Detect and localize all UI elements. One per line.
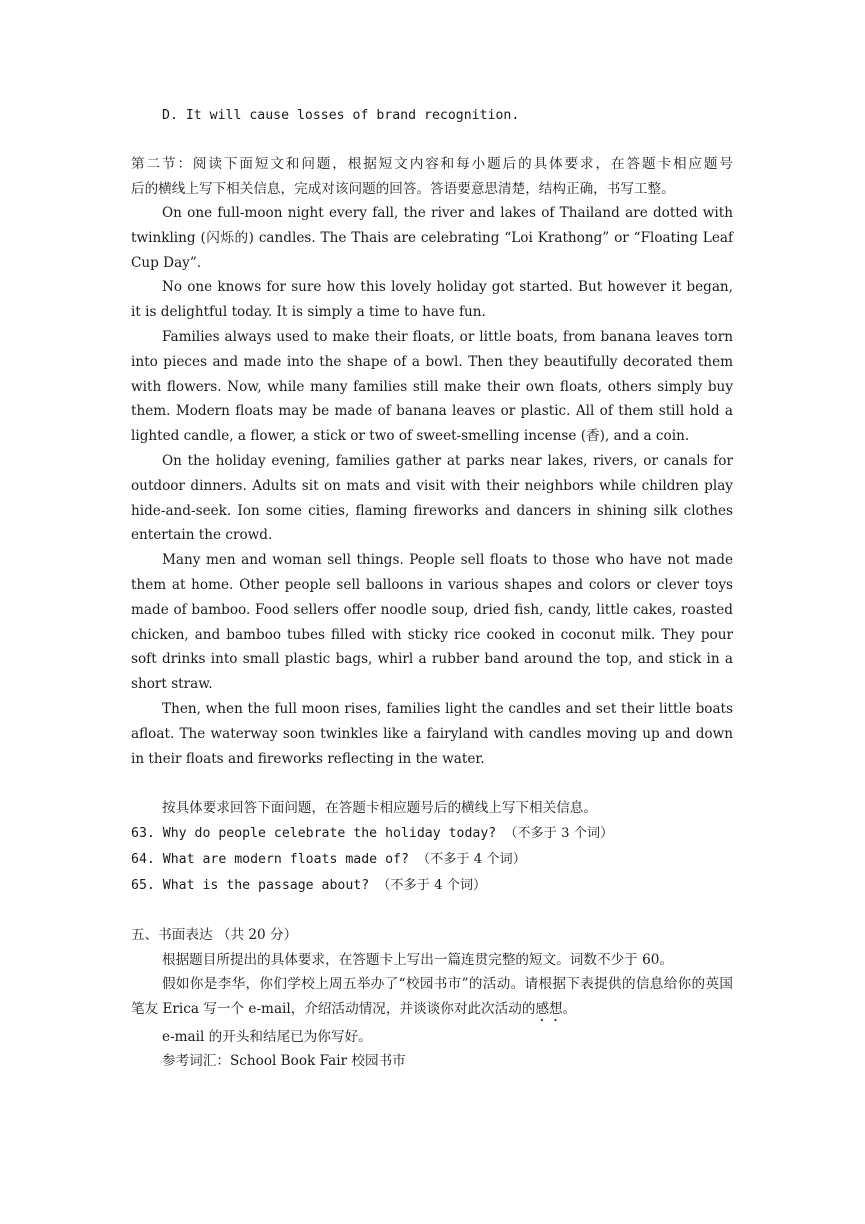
writing-requirement: 根据题目所提出的具体要求，在答题卡上写出一篇连贯完整的短文。词数不少于 60。 — [162, 951, 673, 968]
section2-instruction-line1: 第二节：阅读下面短文和问题，根据短文内容和每小题后的具体要求，在答题卡相应题号 — [131, 156, 733, 172]
question-64-limit: （不多于 4 个词） — [416, 852, 526, 868]
passage-paragraph-2: No one knows for sure how this lovely holiday got started. But however it began, it is delightful today. It is simply a time to have fun. — [131, 279, 733, 321]
question-63 — [131, 821, 733, 847]
question-63-limit: （不多于 3 个词） — [504, 826, 614, 842]
writing-prompt — [131, 972, 733, 1025]
question-65-text: 65. What is the passage about? — [131, 878, 370, 894]
passage-paragraph-6: Then, when the full moon rises, families light the candles and set their little boats afloat. The waterway soon twinkles like a fairyland with candles moving up and down in their floats and fireworks reflecting in the water. — [131, 700, 733, 767]
question-64 — [131, 847, 733, 873]
writing-prompt-text: 假如你是李华，你们学校上周五举办了“校园书市”的活动。请根据下表提供的信息给你的英国笔友 Erica 写一个 e-mail，介绍活动情况，并谈谈你对此次活动的 — [131, 976, 733, 1017]
question-63-text: 63. Why do people celebrate the holiday today? — [131, 826, 497, 842]
vocab-hint: 参考词汇：School Book Fair 校园书市 — [162, 1053, 406, 1070]
option-d: D. It will cause losses of brand recognition. — [162, 108, 520, 123]
spacer — [131, 771, 733, 795]
question-65-limit: （不多于 4 个词） — [377, 878, 487, 894]
writing-prompt-emphasis: 感想 — [535, 1000, 563, 1017]
writing-prompt-end: 。 — [562, 1000, 577, 1017]
email-note: e-mail 的开头和结尾已为你写好。 — [162, 1028, 372, 1045]
passage-paragraph-1: On one full-moon night every fall, the river and lakes of Thailand are dotted with twinkling (闪烁的) candles. The Thais are celebrating “Loi Krathong” or “Floating Leaf Cup Day”. — [131, 205, 733, 271]
question-65 — [131, 873, 733, 899]
writing-heading: 五、书面表达 （共 20 分） — [131, 927, 298, 944]
passage-paragraph-5: Many men and woman sell things. People sell floats to those who have not made them at home. Other people sell balloons in various shapes and colors or clever toys made of bamboo. Food sellers offer noodle soup, dried fish, candy, little cakes, roasted chicken, and bamboo tubes filled with sticky rice cooked in coconut milk. They pour soft drinks into small plastic bags, whirl a rubber band around the top, and stick in a short straw. — [131, 552, 733, 693]
passage-paragraph-3: Families always used to make their floats, or little boats, from banana leaves torn into pieces and made into the shape of a bowl. Then they beautifully decorated them with flowers. Now, while many families still make their own floats, others simply buy them. Modern floats may be made of banana leaves or plastic. All of them still hold a lighted candle, a flower, a stick or two of sweet-smelling incense (香), and a coin. — [131, 328, 733, 445]
passage-paragraph-4: On the holiday evening, families gather at parks near lakes, rivers, or canals for outdoor dinners. Adults sit on mats and visit with their neighbors while children play hide-and-seek. Ion some cities, flaming fireworks and dancers in shining silk clothes entertain the crowd. — [131, 452, 733, 544]
question-64-text: 64. What are modern floats made of? — [131, 852, 409, 868]
exam-page — [131, 104, 733, 1074]
section2-instruction-line2: 后的横线上写下相关信息，完成对该问题的回答。答语要意思清楚，结构正确，书写工整。 — [131, 180, 675, 197]
questions-intro: 按具体要求回答下面问题，在答题卡相应题号后的横线上写下相关信息。 — [162, 800, 597, 817]
